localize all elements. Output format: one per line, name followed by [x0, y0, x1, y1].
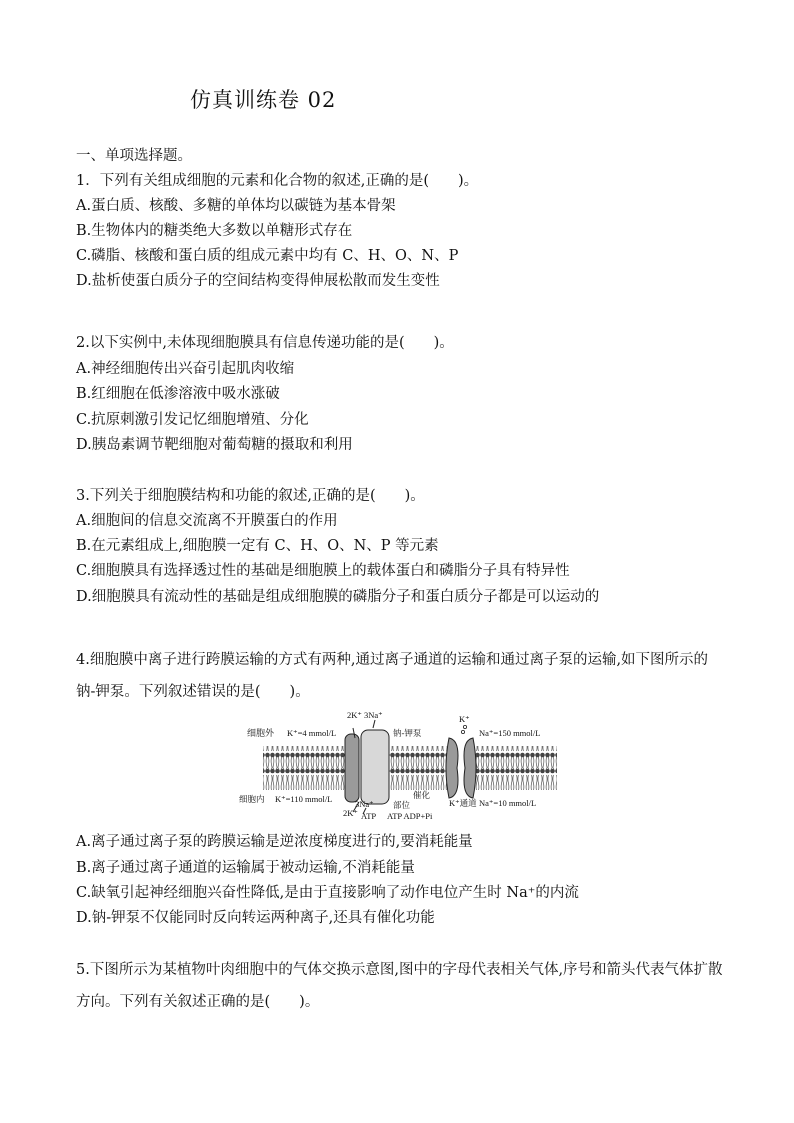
question-3-option-d: D.细胞膜具有流动性的基础是组成细胞膜的磷脂分子和蛋白质分子都是可以运动的 — [76, 589, 600, 605]
question-1-option-b: B.生物体内的糖类绝大多数以单糖形式存在 — [76, 223, 353, 239]
pump-top-ions-label: 2K⁺ 3Na⁺ — [347, 710, 383, 720]
question-4-option-d: D.钠-钾泵不仅能同时反向转运两种离子,还具有催化功能 — [76, 910, 435, 926]
potassium-channel — [446, 725, 476, 798]
question-3-option-b: B.在元素组成上,细胞膜一定有 C、H、O、N、P 等元素 — [76, 538, 439, 554]
atp-label: ATP — [361, 811, 377, 821]
section-heading: 一、单项选择题。 — [76, 148, 192, 164]
na-outside-label: Na⁺=150 mmol/L — [479, 728, 541, 738]
question-2-option-d: D.胰岛素调节靶细胞对葡萄糖的摄取和利用 — [76, 437, 353, 453]
page-title: 仿真训练卷 02 — [190, 88, 337, 112]
question-1-option-c: C.磷脂、核酸和蛋白质的组成元素中均有 C、H、O、N、P — [76, 248, 459, 264]
question-3-option-a: A.细胞间的信息交流离不开膜蛋白的作用 — [76, 513, 338, 529]
question-2-option-b: B.红细胞在低渗溶液中吸水涨破 — [76, 386, 280, 402]
site-label: 部位 — [393, 800, 411, 810]
reaction-label: ATP ADP+Pi — [387, 811, 433, 821]
catalytic-label: 催化 — [413, 790, 431, 800]
question-2-option-c: C.抗原刺激引发记忆细胞增殖、分化 — [76, 412, 309, 428]
question-1-option-a: A.蛋白质、核酸、多糖的单体均以碳链为基本骨架 — [76, 198, 396, 214]
outside-label: 细胞外 — [247, 728, 275, 738]
pump-bottom-na-label: 3Na⁺ — [355, 799, 374, 809]
question-2-stem: 2.以下实例中,未体现细胞膜具有信息传递功能的是( )。 — [76, 335, 454, 351]
k-outside-label: K⁺=4 mmol/L — [287, 728, 337, 738]
pump-bottom-k-label: 2K⁺ — [343, 808, 358, 818]
question-1-stem: 1．下列有关组成细胞的元素和化合物的叙述,正确的是( )。 — [76, 173, 479, 189]
question-1-option-d: D.盐析使蛋白质分子的空间结构变得伸展松散而发生变性 — [76, 273, 440, 289]
question-4-option-c: C.缺氧引起神经细胞兴奋性降低,是由于直接影响了动作电位产生时 Na⁺的内流 — [76, 885, 579, 901]
question-5-stem: 5.下图所示为某植物叶肉细胞中的气体交换示意图,图中的字母代表相关气体,序号和箭头代表气体扩散方向。下列有关叙述正确的是( )。 — [76, 962, 723, 1010]
question-3-stem: 3.下列关于细胞膜结构和功能的叙述,正确的是( )。 — [76, 488, 425, 504]
na-inside-label: Na⁺=10 mmol/L — [479, 798, 537, 808]
question-3-option-c: C.细胞膜具有选择透过性的基础是细胞膜上的载体蛋白和磷脂分子具有特异性 — [76, 563, 570, 579]
k-ion-label: K⁺ — [459, 714, 470, 724]
question-4-option-b: B.离子通过离子通道的运输属于被动运输,不消耗能量 — [76, 860, 415, 876]
question-4-stem: 4.细胞膜中离子进行跨膜运输的方式有两种,通过离子通道的运输和通过离子泵的运输,如下图所示的钠-钾泵。下列叙述错误的是( )。 — [76, 652, 709, 700]
lipid-bilayer — [263, 746, 557, 790]
pump-name-label: 钠-钾泵 — [393, 728, 422, 738]
sodium-potassium-pump-figure — [235, 708, 565, 823]
inside-label: 细胞内 — [239, 794, 265, 804]
question-2-option-a: A.神经细胞传出兴奋引起肌肉收缩 — [76, 361, 295, 377]
channel-label: K⁺通道 — [449, 798, 477, 808]
question-4-option-a: A.离子通过离子泵的跨膜运输是逆浓度梯度进行的,要消耗能量 — [76, 834, 473, 850]
k-inside-label: K⁺=110 mmol/L — [275, 794, 333, 804]
